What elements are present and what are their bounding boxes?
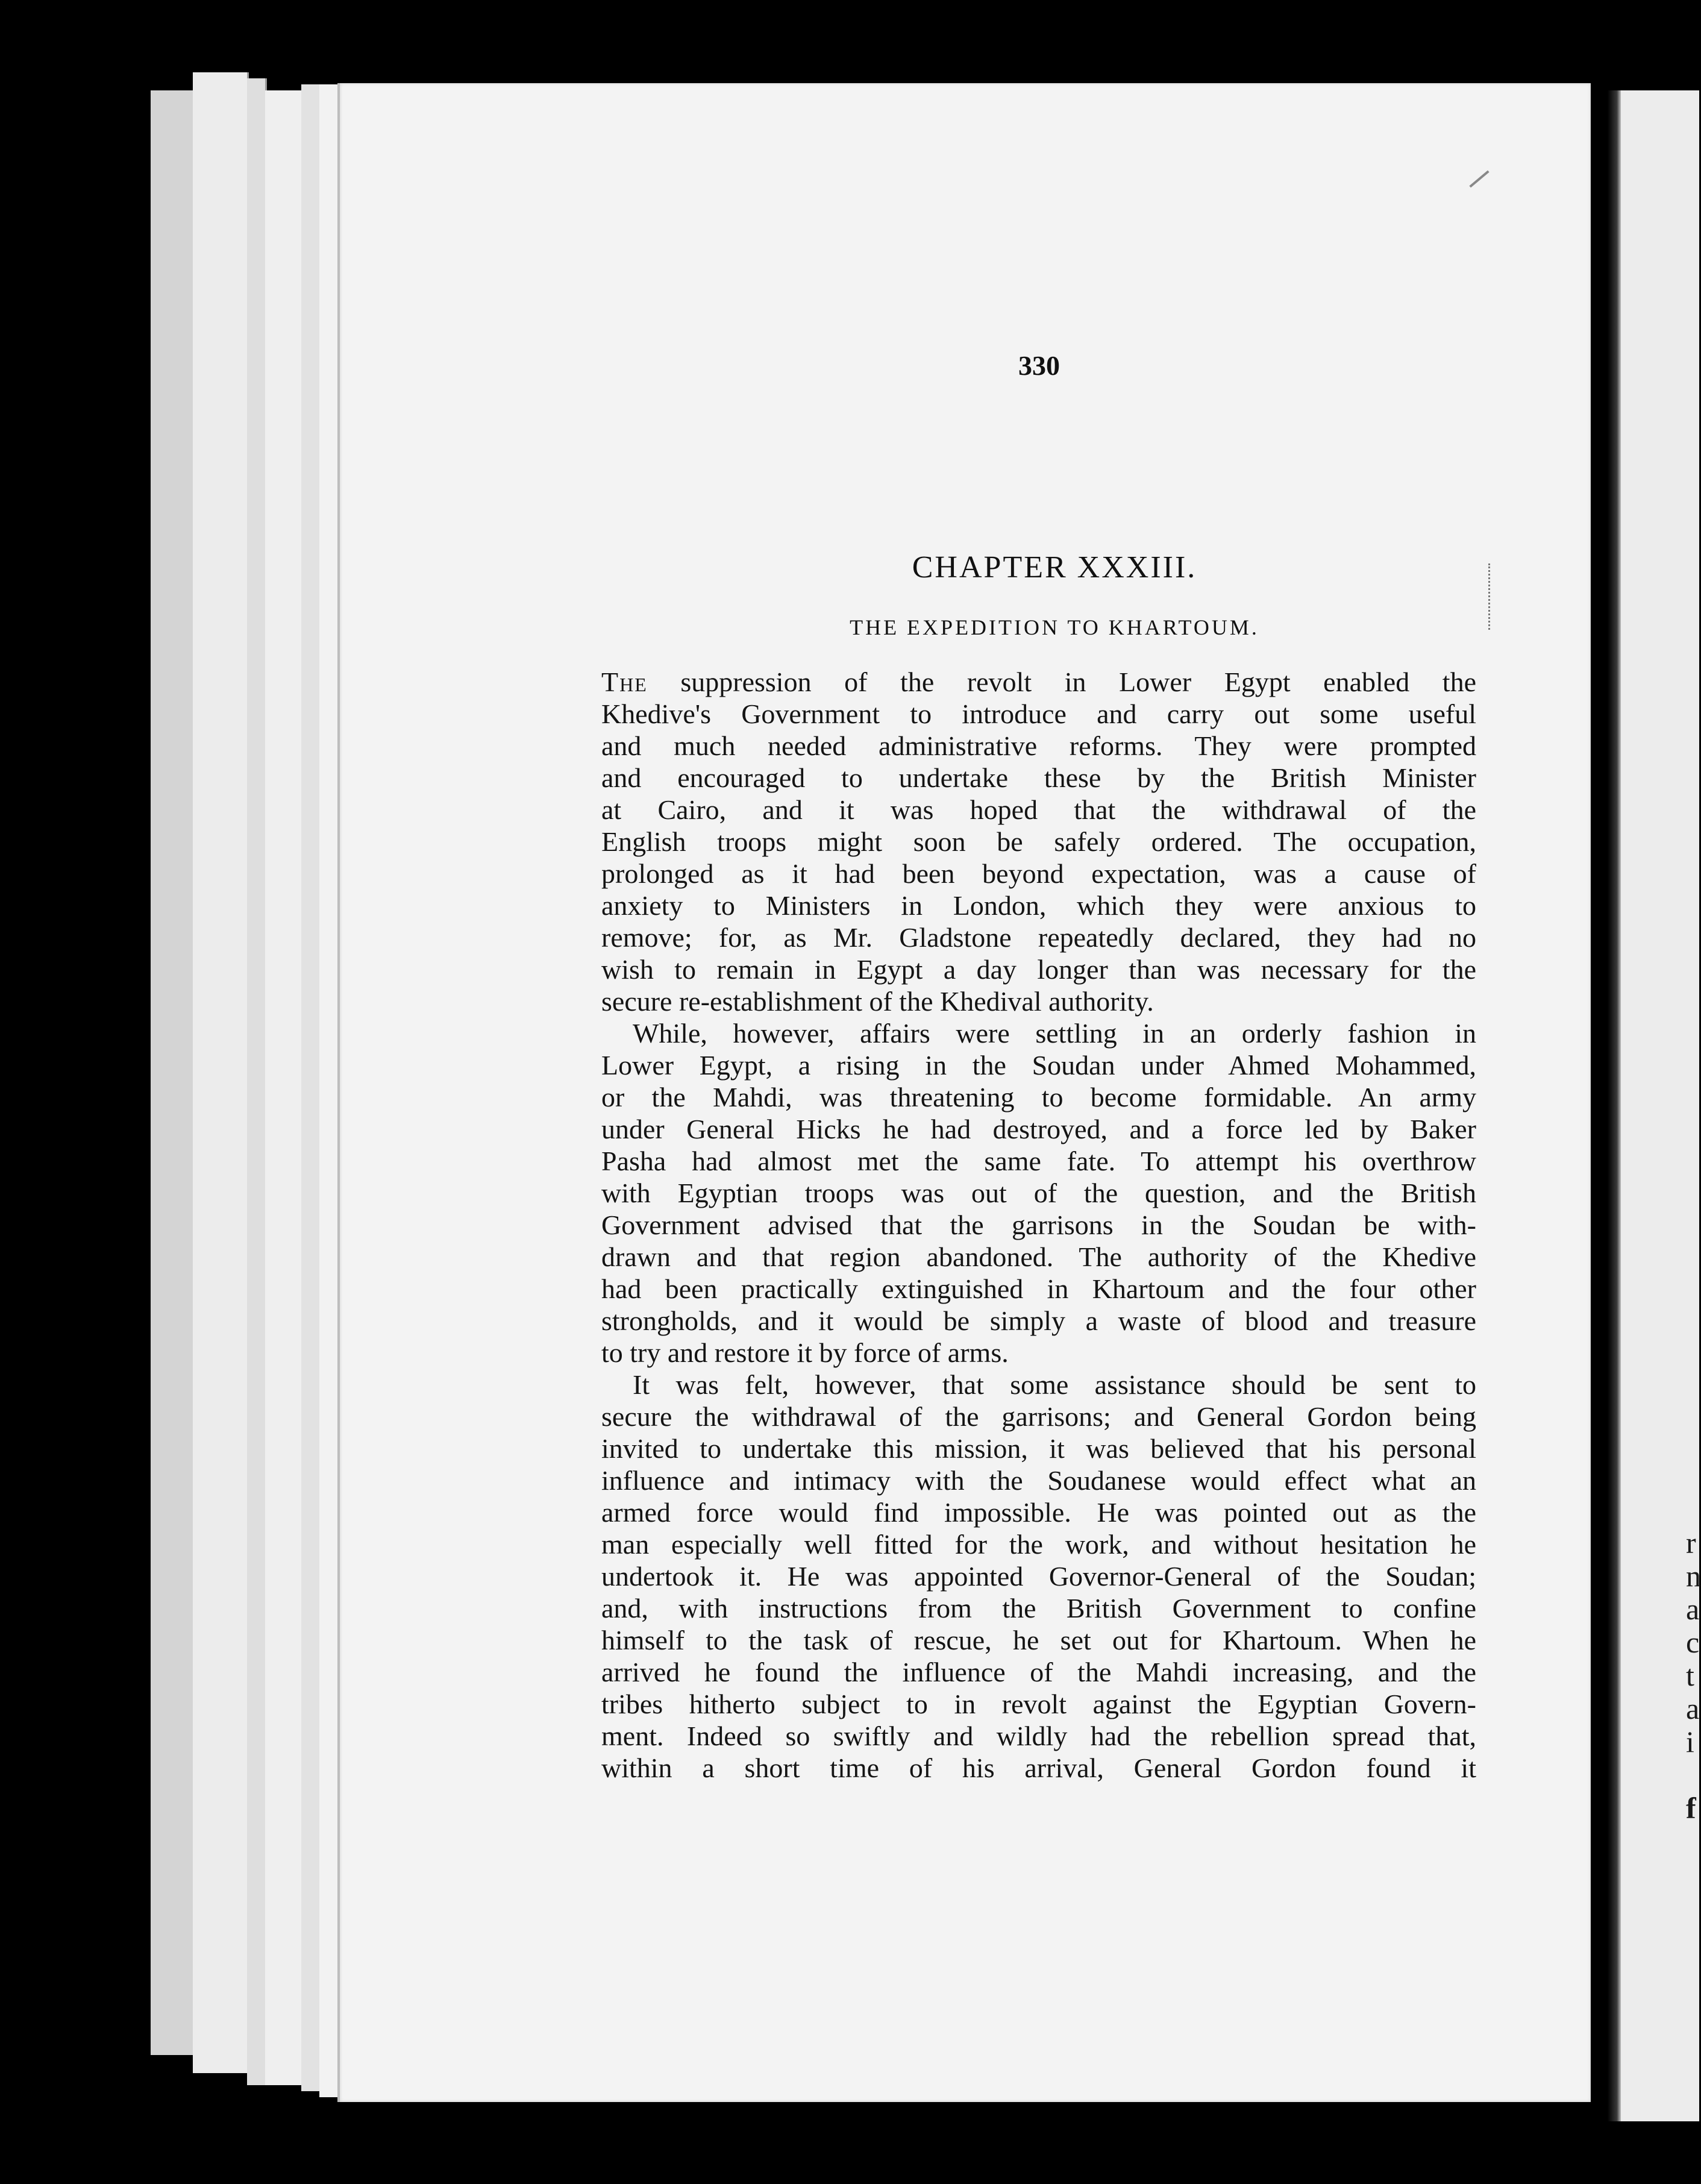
- page-edge: [301, 84, 321, 2091]
- page-edge: [247, 78, 267, 2085]
- text-line: armed force would find impossible. He was pointed out as the: [601, 1497, 1476, 1528]
- text-line: arrived he found the influence of the Mahdi increasing, and the: [601, 1657, 1476, 1687]
- next-page-fragment: f: [1686, 1791, 1696, 1825]
- next-page-fragment: r: [1686, 1526, 1696, 1560]
- text-line: While, however, affairs were settling in an orderly fashion in: [633, 1018, 1476, 1049]
- text-line: Pasha had almost met the same fate. To attempt his overthrow: [601, 1146, 1476, 1176]
- text-line: with Egyptian troops was out of the question, and the British: [601, 1178, 1476, 1208]
- text-line: had been practically extinguished in Khartoum and the four other: [601, 1273, 1476, 1304]
- next-page-fragment: c: [1686, 1625, 1700, 1659]
- text-line: It was felt, however, that some assistance should be sent to: [633, 1369, 1476, 1400]
- text-line: English troops might soon be safely ordered. The occupation,: [601, 826, 1476, 857]
- text-line: prolonged as it had been beyond expectation, was a cause of: [601, 858, 1476, 889]
- text-line: drawn and that region abandoned. The authority of the Khedive: [601, 1241, 1476, 1272]
- text-line: under General Hicks he had destroyed, and a force led by Baker: [601, 1114, 1476, 1144]
- text-line: Khedive's Government to introduce and carry out some useful: [601, 698, 1476, 729]
- text-line: Government advised that the garrisons in the Soudan be with-: [601, 1210, 1476, 1240]
- text-line: Lower Egypt, a rising in the Soudan under Ahmed Mohammed,: [601, 1050, 1476, 1081]
- text-line: secure the withdrawal of the garrisons; and General Gordon being: [601, 1401, 1476, 1432]
- text-line: ment. Indeed so swiftly and wildly had the rebellion spread that,: [601, 1721, 1476, 1751]
- text-line: and, with instructions from the British Government to confine: [601, 1593, 1476, 1624]
- paragraph: [601, 1017, 1476, 1369]
- paragraph: [601, 666, 1476, 1017]
- text-line: and much needed administrative reforms. They were prompted: [601, 730, 1476, 761]
- next-page-edge: [1608, 90, 1699, 2121]
- text-line: to try and restore it by force of arms.: [601, 1337, 1009, 1368]
- next-page-fragment: a: [1686, 1592, 1700, 1626]
- text-line: at Cairo, and it was hoped that the withdrawal of the: [601, 794, 1476, 825]
- text-line: strongholds, and it would be simply a waste of blood and treasure: [601, 1305, 1476, 1336]
- text-line: remove; for, as Mr. Gladstone repeatedly declared, they had no: [601, 922, 1476, 953]
- page-edge: [265, 90, 303, 2085]
- text-line: man especially well fitted for the work, and without hesitation he: [601, 1529, 1476, 1560]
- margin-marks: [1488, 563, 1494, 630]
- body-text: [601, 666, 1476, 1784]
- page-edge: [193, 72, 249, 2073]
- text-line: secure re-establishment of the Khedival authority.: [601, 986, 1154, 1017]
- page-number: 330: [1018, 350, 1060, 381]
- text-line: invited to undertake this mission, it was believed that his personal: [601, 1433, 1476, 1464]
- text-line: himself to the task of rescue, he set out for Khartoum. When he: [601, 1625, 1476, 1655]
- page-edge: [151, 90, 195, 2055]
- chapter-title: CHAPTER XXXIII.: [912, 550, 1197, 585]
- text-line: anxiety to Ministers in London, which they were anxious to: [601, 890, 1476, 921]
- paragraph: [601, 1369, 1476, 1784]
- text-line: and encouraged to undertake these by the British Minister: [601, 762, 1476, 793]
- next-page-fragment: i: [1686, 1725, 1694, 1759]
- text-line: or the Mahdi, was threatening to become formidable. An army: [601, 1082, 1476, 1112]
- next-page-fragment: a: [1686, 1692, 1700, 1725]
- page-edge: [319, 84, 339, 2097]
- drop-lead-word: The: [601, 667, 648, 697]
- next-page-fragment: t: [1686, 1658, 1694, 1692]
- book-gutter: [1608, 90, 1621, 2121]
- next-page-fragment: n: [1686, 1559, 1701, 1593]
- text-line: within a short time of his arrival, General Gordon found it: [601, 1753, 1476, 1783]
- text-line-rest: suppression of the revolt in Lower Egypt enabled the: [647, 667, 1476, 697]
- text-line: undertook it. He was appointed Governor-General of the Soudan;: [601, 1561, 1476, 1592]
- text-line: [601, 666, 1476, 698]
- text-line: tribes hitherto subject to in revolt against the Egyptian Govern-: [601, 1689, 1476, 1719]
- chapter-subtitle: THE EXPEDITION TO KHARTOUM.: [850, 615, 1259, 639]
- text-line: influence and intimacy with the Soudanese would effect what an: [601, 1465, 1476, 1496]
- text-line: wish to remain in Egypt a day longer than was necessary for the: [601, 954, 1476, 985]
